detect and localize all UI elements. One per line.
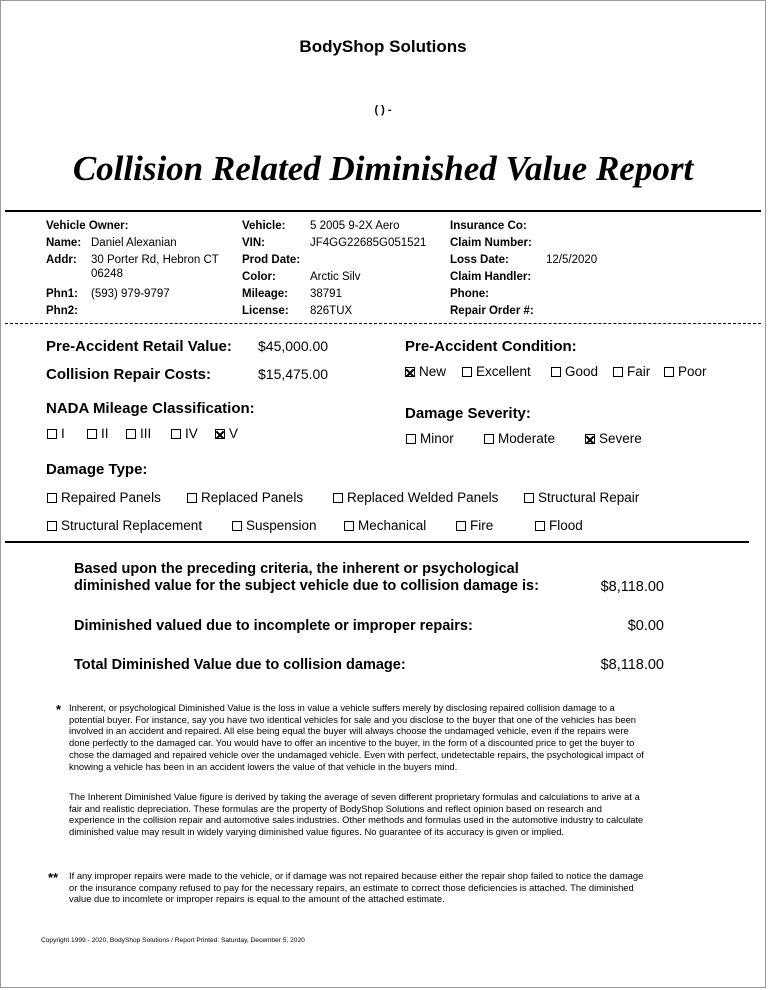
claim-handler-label: Claim Handler:	[450, 271, 532, 283]
improper-repairs-value: $0.00	[627, 618, 664, 634]
damage-mechanical-checkbox: Mechanical	[344, 518, 426, 533]
checkbox-icon	[664, 367, 674, 377]
nada-i-checkbox: I	[47, 426, 65, 441]
mileage-value: 38791	[310, 288, 342, 300]
improper-repairs-label: Diminished valued due to incomplete or improper repairs:	[74, 618, 473, 634]
condition-fair-checkbox: Fair	[613, 364, 650, 379]
nada-iii-checkbox: III	[126, 426, 151, 441]
inherent-dv-line2: diminished value for the subject vehicle due to collision damage is:	[74, 578, 539, 594]
header-divider	[5, 210, 761, 212]
damage-repaired-panels-checkbox: Repaired Panels	[47, 490, 161, 505]
checkbox-icon	[187, 493, 197, 503]
checkbox-icon	[406, 434, 416, 444]
name-label: Name:	[46, 237, 82, 249]
repair-order-label: Repair Order #:	[450, 305, 534, 317]
total-dv-label: Total Diminished Value due to collision damage:	[74, 657, 406, 673]
checkbox-icon	[126, 429, 136, 439]
checkbox-icon	[613, 367, 623, 377]
condition-new-checkbox: New	[405, 364, 446, 379]
condition-excellent-checkbox: Excellent	[462, 364, 531, 379]
vehicle-label: Vehicle:	[242, 220, 286, 232]
damage-structural-repair-checkbox: Structural Repair	[524, 490, 639, 505]
checkbox-icon	[524, 493, 534, 503]
severity-minor-checkbox: Minor	[406, 431, 454, 446]
condition-poor-checkbox: Poor	[664, 364, 707, 379]
mileage-label: Mileage:	[242, 288, 289, 300]
vin-label: VIN:	[242, 237, 265, 249]
owner-phone1: (593) 979-9797	[91, 288, 170, 300]
checkbox-icon	[47, 493, 57, 503]
checkbox-checked-icon	[405, 367, 415, 377]
vehicle-value: 5 2005 9-2X Aero	[310, 220, 400, 232]
checkbox-icon	[551, 367, 561, 377]
loss-date-label: Loss Date:	[450, 254, 509, 266]
owner-label: Vehicle Owner:	[46, 220, 129, 232]
retail-value-label: Pre-Accident Retail Value:	[46, 338, 232, 355]
checkbox-icon	[87, 429, 97, 439]
license-label: License:	[242, 305, 289, 317]
info-divider	[5, 323, 761, 324]
color-label: Color:	[242, 271, 276, 283]
checkbox-checked-icon	[585, 434, 595, 444]
checkbox-icon	[484, 434, 494, 444]
phn1-label: Phn1:	[46, 288, 78, 300]
inherent-dv-value: $8,118.00	[600, 579, 664, 595]
addr-label: Addr:	[46, 254, 77, 266]
damage-type-label: Damage Type:	[46, 461, 148, 478]
severity-moderate-checkbox: Moderate	[484, 431, 555, 446]
nada-ii-checkbox: II	[87, 426, 109, 441]
checkbox-icon	[47, 521, 57, 531]
condition-label: Pre-Accident Condition:	[405, 338, 577, 355]
inherent-dv-line1: Based upon the preceding criteria, the inherent or psychological	[74, 561, 519, 577]
checkbox-icon	[462, 367, 472, 377]
severity-severe-checkbox: Severe	[585, 431, 642, 446]
retail-value: $45,000.00	[258, 338, 329, 354]
damage-replaced-panels-checkbox: Replaced Panels	[187, 490, 303, 505]
footnote-formula-explanation: The Inherent Diminished Value figure is derived by taking the average of seven different proprietary formulas and calculations to arive at a fair and realistic depreciation. These formulas are the property of BodyShop Solutions and reflect opinion based on research and experience in the collision repair and automotive sales industries. Other methods and formulas used in the automotive industry to calculate diminished value may result in widely varying diminished value figures. No guarantee of its accuracy is given or implied.	[69, 791, 644, 838]
nada-label: NADA Mileage Classification:	[46, 400, 255, 417]
total-dv-value: $8,118.00	[600, 657, 664, 673]
checkbox-icon	[232, 521, 242, 531]
footnote-star2: **	[48, 870, 59, 885]
report-title: Collision Related Diminished Value Report	[72, 149, 694, 188]
prod-date-label: Prod Date:	[242, 254, 301, 266]
repair-costs-label: Collision Repair Costs:	[46, 366, 212, 383]
checkbox-checked-icon	[215, 429, 225, 439]
insurance-label: Insurance Co:	[450, 220, 527, 232]
damage-suspension-checkbox: Suspension	[232, 518, 317, 533]
damage-structural-replacement-checkbox: Structural Replacement	[47, 518, 202, 533]
nada-iv-checkbox: IV	[171, 426, 198, 441]
damage-replaced-welded-panels-checkbox: Replaced Welded Panels	[333, 490, 498, 505]
summary-divider	[5, 541, 749, 543]
footnote-star1: *	[56, 702, 62, 717]
nada-v-checkbox: V	[215, 426, 238, 441]
claim-number-label: Claim Number:	[450, 237, 532, 249]
owner-address-line1: 30 Porter Rd, Hebron CT	[91, 254, 219, 266]
vin-value: JF4GG22685G051521	[310, 237, 427, 249]
company-name: BodyShop Solutions	[299, 37, 467, 56]
checkbox-icon	[456, 521, 466, 531]
phone-label: Phone:	[450, 288, 489, 300]
condition-good-checkbox: Good	[551, 364, 598, 379]
footnote-inherent-definition: Inherent, or psychological Diminished Value is the loss in value a vehicle suffers merely by disclosing repaired collision damage to a potential buyer. For instance, say you have two identical vehicles for sale and you disclose to the buyer that one of the vehicles has been involved in an accident and repaired. All else being equal the buyer will always choose the undamaged vehicle, even if the repairs were done perfectly to the damaged car. You would have to offer an incentive to the buyer, in the form of a discounted price to get the buyer to chose the damaged and repaired vehicle over the undamaged vehicle. Even with perfect, undetectable repairs, the psychological impact of knowing a vehicle has been in an accident lowers the value of that vehicle in the buyers mind.	[69, 702, 644, 772]
severity-label: Damage Severity:	[405, 405, 531, 422]
checkbox-icon	[171, 429, 181, 439]
repair-costs-value: $15,475.00	[258, 366, 329, 382]
footnote-improper-repairs: If any improper repairs were made to the vehicle, or if damage was not repaired because either the repair shop failed to notice the damage or the insurance company refused to pay for the necessary repairs, an estimate to correct those deficiencies is attached. The diminished value due to incomlete or improper repairs is equal to the amount of the attached estimate.	[69, 870, 644, 905]
damage-fire-checkbox: Fire	[456, 518, 493, 533]
checkbox-icon	[333, 493, 343, 503]
damage-flood-checkbox: Flood	[535, 518, 583, 533]
copyright-footer: Copyright 1999 - 2020, BodyShop Solutions / Report Printed: Saturday, December 5, 2020	[41, 937, 305, 944]
phn2-label: Phn2:	[46, 305, 78, 317]
company-phone: ( ) -	[374, 104, 392, 116]
checkbox-icon	[535, 521, 545, 531]
license-value: 826TUX	[310, 305, 353, 317]
color-value: Arctic Silv	[310, 271, 361, 283]
checkbox-icon	[344, 521, 354, 531]
owner-address-line2: 06248	[91, 268, 123, 280]
checkbox-icon	[47, 429, 57, 439]
owner-name: Daniel Alexanian	[91, 237, 177, 249]
loss-date-value: 12/5/2020	[546, 254, 598, 266]
